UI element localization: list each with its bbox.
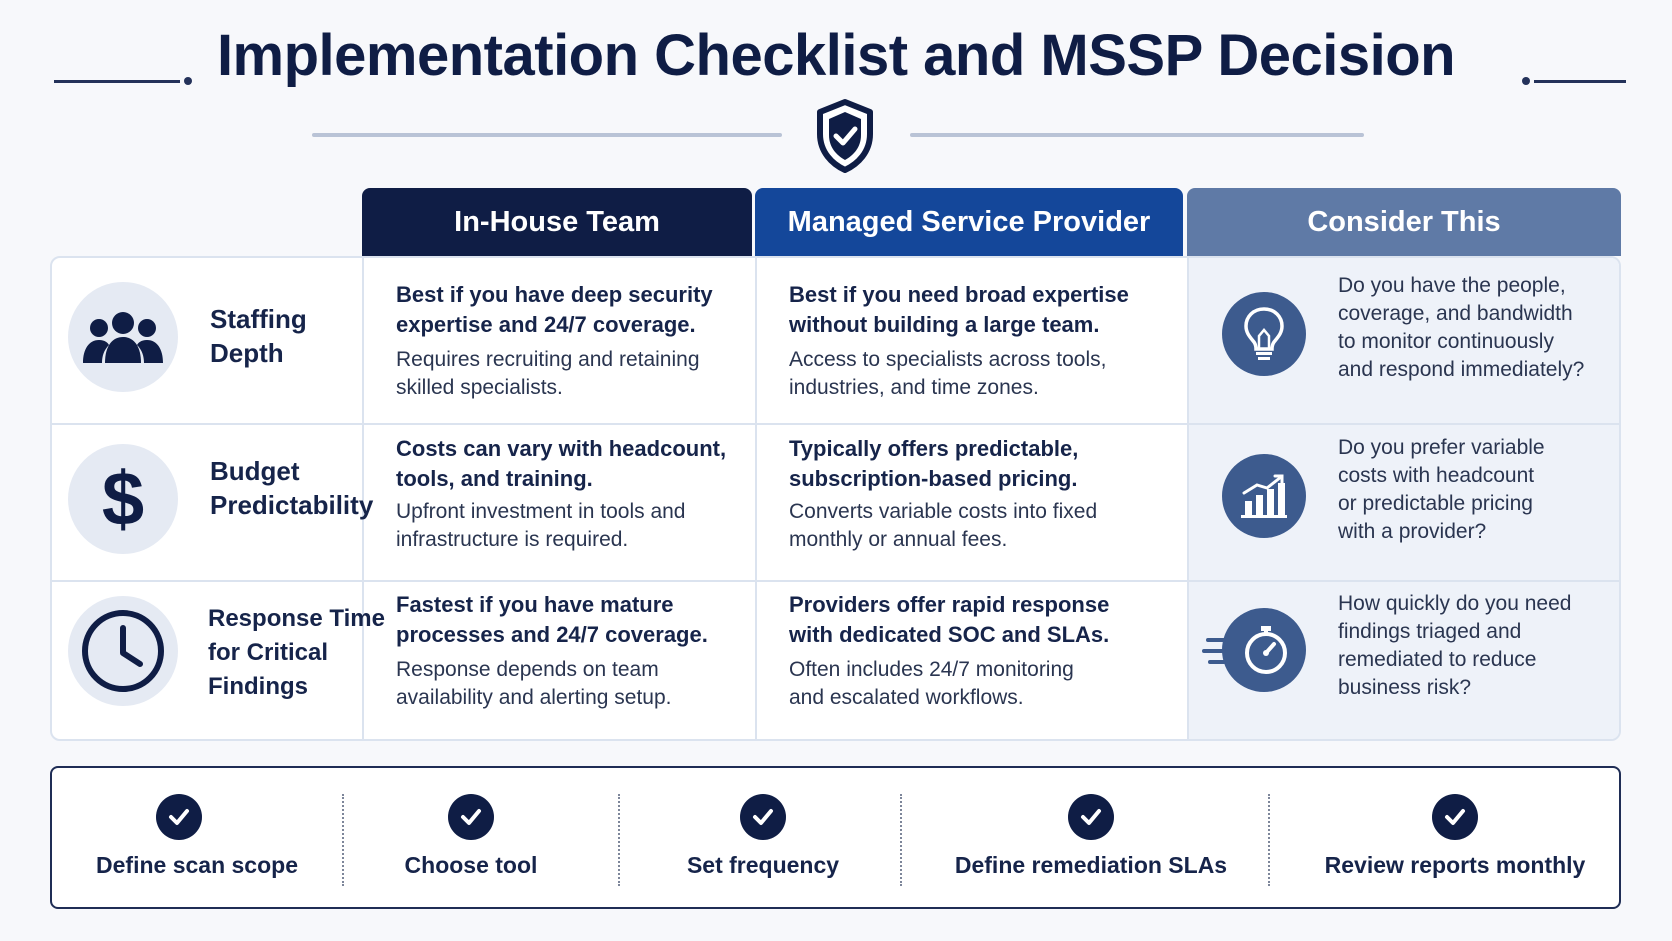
implementation-checklist — [50, 766, 1621, 909]
shield-check-icon — [814, 98, 876, 174]
check-icon — [740, 794, 786, 840]
row-divider — [52, 423, 1619, 425]
check-icon — [156, 794, 202, 840]
lightbulb-icon — [1222, 292, 1306, 376]
in-house-staffing-detail: Requires recruiting and retaining skilled specialists. — [396, 348, 700, 399]
speed-lines-icon — [1202, 634, 1228, 668]
checklist-label: Review reports monthly — [1324, 852, 1586, 878]
dollar-icon — [68, 444, 178, 554]
in-house-budget-headline: Costs can vary with headcount, tools, and training. — [396, 436, 727, 491]
mssp-budget-headline: Typically offers predictable, subscription-based pricing. — [789, 436, 1079, 491]
consider-budget-text: Do you prefer variable costs with headcount or predictable pricing with a provider? — [1338, 436, 1545, 543]
stopwatch-icon — [1222, 608, 1306, 692]
consider-response-text: How quickly do you need findings triaged and remediated to reduce business risk? — [1338, 592, 1572, 699]
checklist-item — [902, 768, 1268, 907]
column-divider — [1187, 258, 1189, 739]
title-rule-right — [1534, 80, 1626, 83]
checklist-item — [1270, 768, 1621, 907]
consider-staffing-text: Do you have the people, coverage, and bandwidth to monitor continuously and respond immediately? — [1338, 274, 1585, 381]
column-header-consider: Consider This — [1187, 188, 1621, 256]
title-dot-left — [184, 77, 192, 85]
checklist-label: Set frequency — [686, 852, 840, 878]
title-rule-left — [54, 80, 180, 83]
column-header-mssp: Managed Service Provider — [755, 188, 1183, 256]
subtitle-rule-right — [910, 133, 1364, 137]
people-icon — [68, 282, 178, 392]
row-label-budget: Budget Predictability — [210, 456, 374, 520]
mssp-response-headline: Providers offer rapid response with dedicated SOC and SLAs. — [789, 592, 1110, 647]
mssp-budget-detail: Converts variable costs into fixed monthly or annual fees. — [789, 500, 1098, 551]
title-dot-right — [1522, 77, 1530, 85]
row-divider — [52, 580, 1619, 582]
in-house-budget-detail: Upfront investment in tools and infrastructure is required. — [396, 500, 686, 551]
checklist-label: Choose tool — [404, 852, 538, 878]
in-house-response-headline: Fastest if you have mature processes and 24/7 coverage. — [396, 592, 708, 647]
subtitle-rule-left — [312, 133, 782, 137]
checklist-item — [52, 768, 342, 907]
mssp-staffing-headline: Best if you need broad expertise without building a large team. — [789, 282, 1129, 337]
svg-text:$: $ — [101, 459, 145, 539]
mssp-staffing-detail: Access to specialists across tools, industries, and time zones. — [789, 348, 1107, 399]
checklist-label: Define remediation SLAs — [954, 852, 1228, 878]
check-icon — [448, 794, 494, 840]
column-divider — [755, 258, 757, 739]
comparison-table — [50, 256, 1621, 741]
mssp-response-detail: Often includes 24/7 monitoring and escalated workflows. — [789, 658, 1074, 709]
row-label-staffing: Staffing Depth — [210, 304, 307, 368]
page-title: Implementation Checklist and MSSP Decision — [216, 23, 1456, 88]
clock-icon — [68, 596, 178, 706]
check-icon — [1432, 794, 1478, 840]
checklist-label: Define scan scope — [96, 852, 298, 878]
check-icon — [1068, 794, 1114, 840]
bar-chart-icon — [1222, 454, 1306, 538]
column-header-in-house: In-House Team — [362, 188, 752, 256]
row-label-response-time: Response Time for Critical Findings — [208, 605, 385, 700]
in-house-response-detail: Response depends on team availability and alerting setup. — [396, 658, 672, 709]
checklist-item — [620, 768, 900, 907]
checklist-item — [344, 768, 618, 907]
in-house-staffing-headline: Best if you have deep security expertise and 24/7 coverage. — [396, 282, 713, 337]
